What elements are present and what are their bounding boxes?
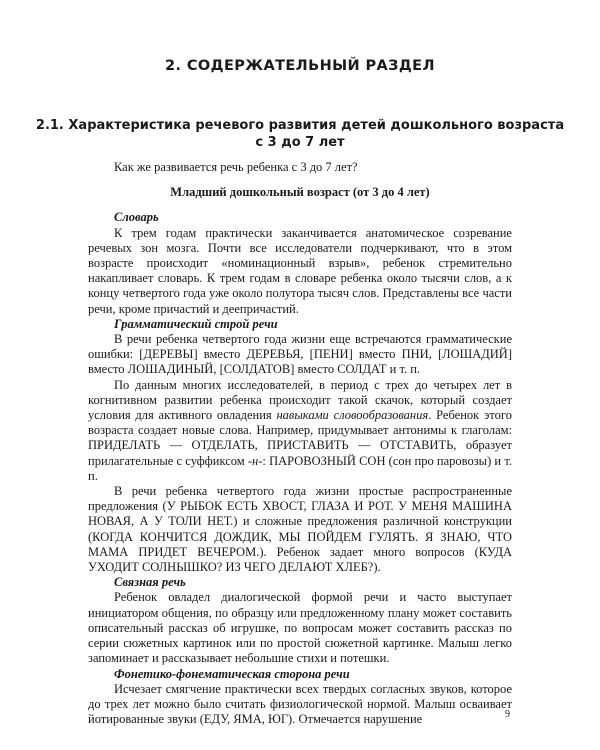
coherent-speech-paragraph: Ребенок овладел диалогической формой речи и часто выступает инициатором общения, по образцу или предложенному плану может составить описательный рассказ об игрушке, по вопросам может составить рассказ по серии сюжетных картинок или по простой сюжетной картинке. Малыш легко запоминает и рассказывает небольшие стихи и потешки. [88, 590, 512, 666]
grammar-p2-end: : ПАРОВОЗНЫЙ СОН (сон про паровозы) и т. п. [88, 453, 512, 483]
document-body [88, 160, 512, 727]
vocab-heading: Словарь [114, 210, 159, 225]
section-title-line2: с 3 до 7 лет [255, 135, 345, 150]
grammar-paragraph-1: В речи ребенка четвертого года жизни еще встречаются грамматические ошибки: [ДЕРЕВЫ] вместо ДЕРЕВЬЯ, [ПЕНИ] вместо ПНИ, [ЛОШАДИЙ] вместо ЛОШАДИНЫЙ, [СОЛДАТОВ] вместо СОЛДАТ и т. п. [88, 332, 512, 377]
grammar-p2-suffix: -н- [247, 453, 263, 468]
phonetic-paragraph: Исчезает смягчение практически всех твердых согласных звуков, которое до трех лет можно было считать физиологической нормой. Малыш осваивает йотированные звуки (ЕДУ, ЯМА, ЮГ). Отмечается нарушение [88, 681, 512, 727]
coherent-speech-heading: Связная речь [114, 575, 186, 590]
phonetic-heading: Фонетико-фонематическая сторона речи [114, 666, 350, 681]
grammar-p2-emphasis: навыками словообразования [276, 408, 429, 423]
chapter-title: 2. СОДЕРЖАТЕЛЬНЫЙ РАЗДЕЛ [165, 58, 435, 74]
grammar-paragraph-3: В речи ребенка четвертого года жизни простые распространенные предложения (У РЫБОК ЕСТЬ ХВОСТ, ГЛАЗА И РОТ. У МЕНЯ МАШИНА НОВАЯ, А У ТОЛИ НЕТ.) и сложные предложения различной конструкции (КОГДА КОНЧИТСЯ ДОЖДИК, МЫ ПОЙДЕМ ГУЛЯТЬ. Я ЗНАЮ, ЧТО МАМА ПРИДЕТ ВЕЧЕРОМ.). Ребенок задает много вопросов (КУДА УХОДИТ СОЛНЫШКО? ИЗ ЧЕГО ДЕЛАЮТ ХЛЕБ?). [88, 484, 512, 575]
section-title [0, 117, 600, 151]
grammar-paragraph-2 [88, 378, 512, 484]
age-heading: Младший дошкольный возраст (от 3 до 4 лет) [170, 185, 430, 200]
section-title-line1: 2.1. Характеристика речевого развития детей дошкольного возраста [35, 118, 565, 133]
grammar-p2-after: . Ребенок этого возраста создает новые слова. Например, придумывает антонимы к глаголам: ПРИДЕЛАТЬ — ОТДЕЛАТЬ, ПРИСТАВИТЬ — ОТСТАВИТЬ, образует прилагательные с суффиксом [88, 408, 512, 468]
grammar-p2-before: По данным многих исследователей, в период с трех до четырех лет в когнитивном развитии ребенка происходит такой скачок, который создает условия для активного овладения [88, 377, 512, 423]
intro-question: Как же развивается речь ребенка с 3 до 7 лет? [114, 160, 358, 174]
grammar-heading: Грамматический строй речи [114, 316, 278, 331]
page-number: 9 [505, 709, 510, 720]
vocab-paragraph: К трем годам практически заканчивается анатомическое созревание речевых зон мозга. Почти все исследователи подчеркивают, что в этом возрасте происходит «номинационный взрыв», ребенок стремительно накапливает словарь. К трем годам в словаре ребенка около тысячи слов, а к концу четвертого года уже около полутора тысяч слов. Представлены все части речи, кроме причастий и деепричастий. [88, 225, 512, 316]
